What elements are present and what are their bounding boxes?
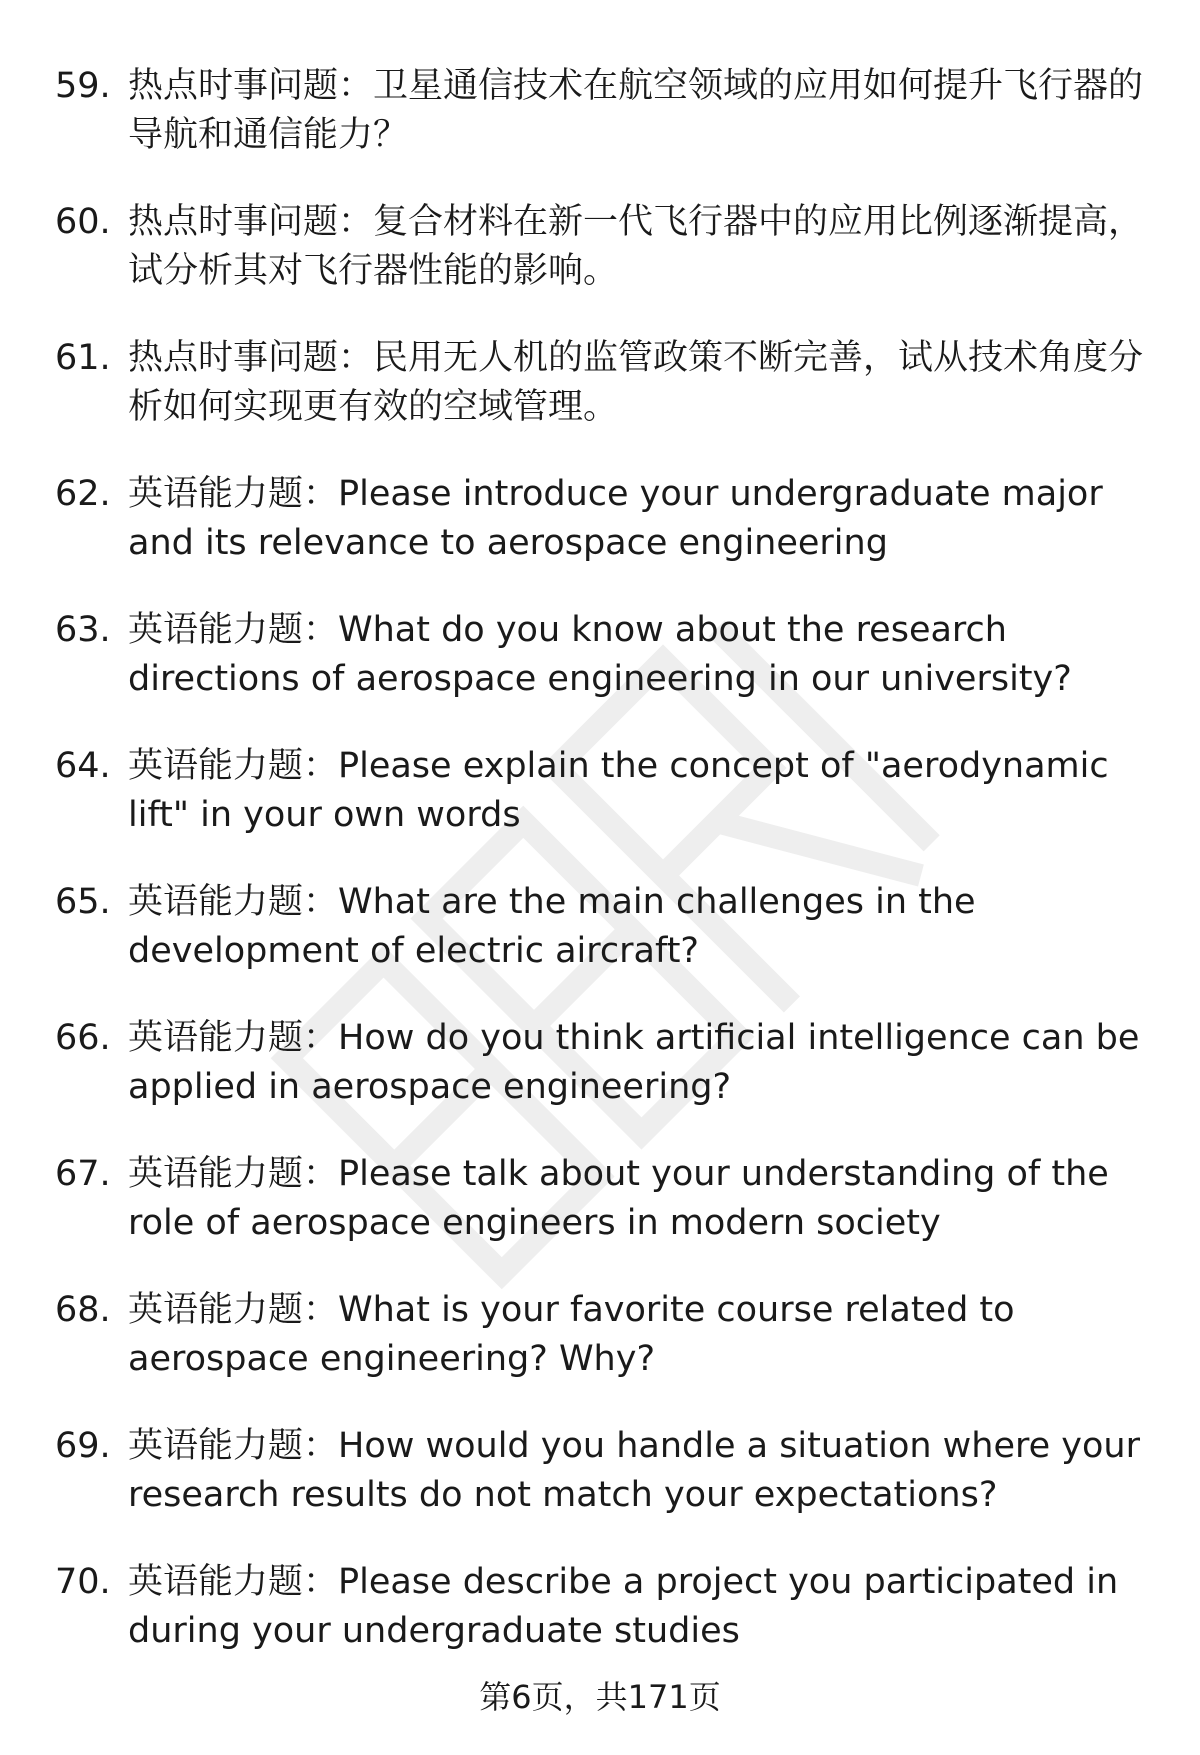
question-number: 64. (55, 746, 111, 786)
question-number: 63. (55, 610, 111, 650)
question-text: 英语能力题：What are the main challenges in the development of electric aircraft? (128, 882, 976, 971)
question-number: 70. (55, 1562, 111, 1602)
question-number: 65. (55, 882, 111, 922)
question-text: 英语能力题：How do you think artificial intelligence can be applied in aerospace engineering? (128, 1018, 1140, 1107)
list-item (55, 470, 1145, 568)
question-text: 英语能力题：Please explain the concept of "aerodynamic lift" in your own words (128, 746, 1109, 835)
question-text: 英语能力题：Please talk about your understanding of the role of aerospace engineers in modern society (128, 1154, 1109, 1243)
question-text: 英语能力题：What is your favorite course related to aerospace engineering? Why? (128, 1290, 1015, 1379)
question-number: 68. (55, 1290, 111, 1330)
list-item (55, 1286, 1145, 1384)
question-text: 热点时事问题：民用无人机的监管政策不断完善，试从技术角度分析如何实现更有效的空域管理。 (128, 338, 1144, 427)
list-item (55, 1422, 1145, 1520)
list-item (55, 1150, 1145, 1248)
question-number: 69. (55, 1426, 111, 1466)
question-text: 热点时事问题：卫星通信技术在航空领域的应用如何提升飞行器的导航和通信能力？ (128, 66, 1144, 155)
list-item (55, 1558, 1145, 1656)
question-number: 61. (55, 338, 111, 378)
question-number: 59. (55, 66, 111, 106)
question-list (55, 62, 1145, 1694)
question-text: 热点时事问题：复合材料在新一代飞行器中的应用比例逐渐提高，试分析其对飞行器性能的影响。 (128, 202, 1144, 291)
page-footer: 第6页，共171页 (479, 1678, 721, 1716)
question-text: 英语能力题：Please introduce your undergraduate major and its relevance to aerospace engineering (128, 474, 1103, 563)
question-text: 英语能力题：What do you know about the research directions of aerospace engineering in our university? (128, 610, 1072, 699)
list-item (55, 878, 1145, 976)
question-number: 67. (55, 1154, 111, 1194)
question-number: 66. (55, 1018, 111, 1058)
list-item (55, 606, 1145, 704)
question-number: 60. (55, 202, 111, 242)
list-item (55, 198, 1145, 296)
question-text: 英语能力题：Please describe a project you participated in during your undergraduate studies (128, 1562, 1119, 1651)
list-item (55, 742, 1145, 840)
list-item (55, 334, 1145, 432)
question-number: 62. (55, 474, 111, 514)
list-item (55, 1014, 1145, 1112)
list-item (55, 62, 1145, 160)
question-text: 英语能力题：How would you handle a situation where your research results do not match your expectations? (128, 1426, 1140, 1515)
